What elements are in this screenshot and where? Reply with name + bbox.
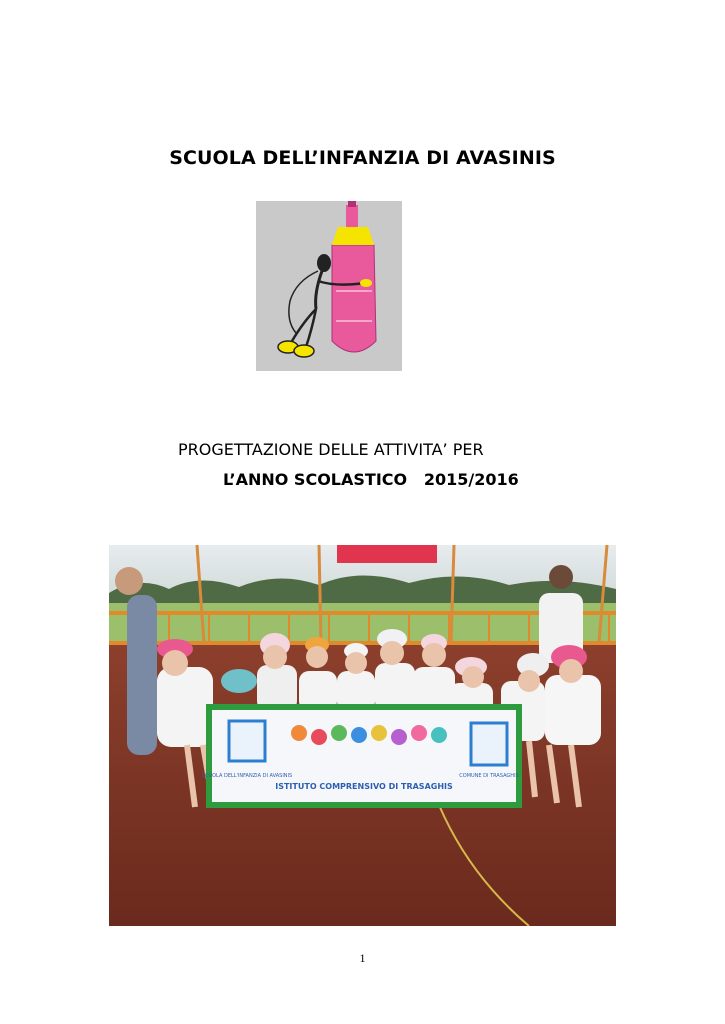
school-logo [256,201,402,371]
banner-text-right: COMUNE DI TRASAGHIS [459,773,519,779]
pencil-mascot-icon [256,201,402,371]
banner-text-center: ISTITUTO COMPRENSIVO DI TRASAGHIS [275,782,453,791]
class-photo [109,545,616,926]
document-title: SCUOLA DELL’INFANZIA DI AVASINIS [169,147,556,169]
subtitle-line-2: L’ANNO SCOLASTICO 2015/2016 [223,470,519,489]
subtitle-line-1: PROGETTAZIONE DELLE ATTIVITA’ PER [178,440,484,459]
banner-text-left: SCUOLA DELL'INFANZIA DI AVASINIS [201,773,293,779]
children-with-banner-image [109,545,616,926]
page-number: 1 [359,951,366,965]
